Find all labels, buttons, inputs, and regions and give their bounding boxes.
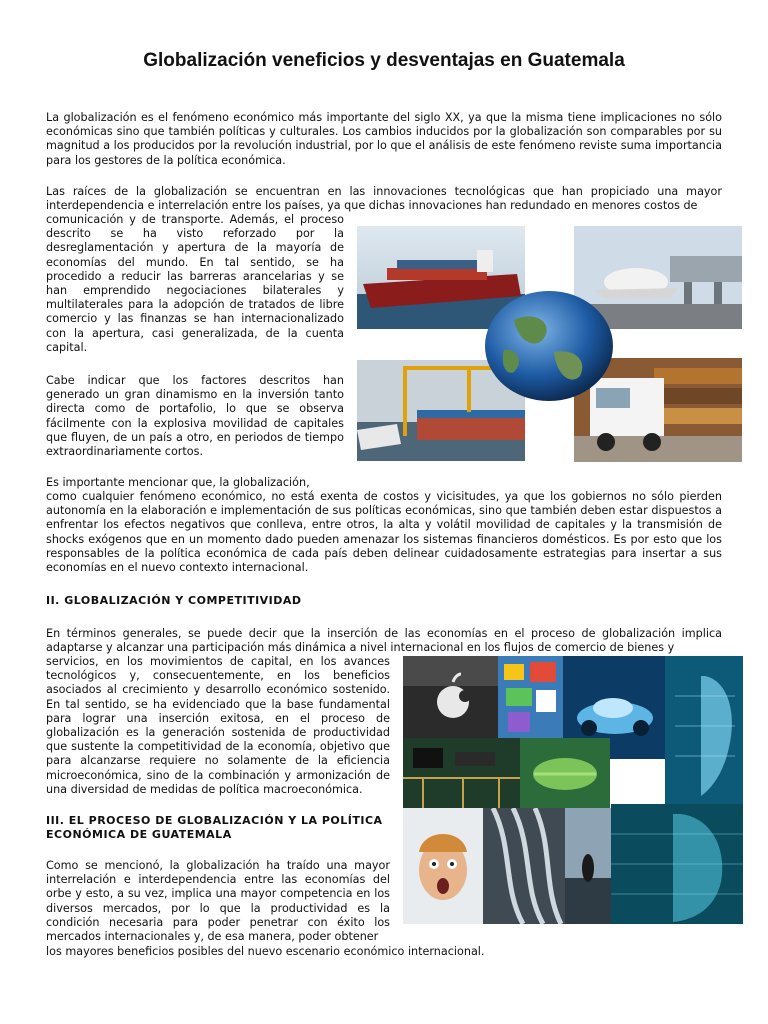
section-heading-economic-policy: III. EL PROCESO DE GLOBALIZACIÓN Y LA POLÍTICA ECONÓMICA DE GUATEMALA xyxy=(46,814,383,841)
paragraph-roots: Las raíces de la globalización se encuentran en las innovaciones tecnológicas que han propiciado una mayor interdependencia e interrelación entre los países, ya que dichas innovaciones han redundado en menores costos de xyxy=(46,185,722,213)
surprised-man-photo xyxy=(403,808,483,924)
apple-logo-photo xyxy=(403,656,503,738)
digital-face-photo xyxy=(665,656,743,804)
paragraph-insertion-continued: servicios, en los movimientos de capital, en los avances tecnológicos y, consecuentemente, en los beneficios asociados al crecimiento y desarrollo económico sostenido. En tal sentido, se ha evidenciado que la base fundamental para lograr una inserción exitosa, en el proceso de globalización es la generación sostenida de productividad que sustente la competitividad de la economía, objetivo que para alcanzarse requiere no solamente de la eficiencia microeconómica, sino de la combinación y armonización de una diversidad de medidas de política macroeconómica. xyxy=(46,655,390,796)
digital-head-photo xyxy=(611,804,743,924)
paragraph-roots-continued: comunicación y de transporte. Además, el proceso descrito se ha visto reforzado por la desreglamentación y apertura de la mayoría de economías del mundo. En tal sentido, se ha procedido a reducir las barreras arancelarias y se han emprendido negociaciones bilaterales y multilaterales para la adopción de tratados de libre comercio y las finanzas se han internacionalizado con la apertura, casi generalizada, de la cuenta capital. xyxy=(46,213,344,354)
paragraph-insertion: En términos generales, se puede decir que la inserción de las economías en el proceso de globalización implica adaptarse y alcanzar una participación más dinámica a nivel internacional en los flujos de comercio de bienes y xyxy=(46,627,722,655)
paragraph-intro: La globalización es el fenómeno económico más importante del siglo XX, ya que la misma tiene implicaciones no sólo económicas sino que también políticas y culturales. Los cambios inducidos por la globalización son comparables por su magnitud a los producidos por la revolución industrial, por lo que el análisis de este fenómeno reviste suma importancia para los gestores de la política económica. xyxy=(46,111,722,167)
circuit-board-photo xyxy=(403,738,521,808)
paragraph-important-start: Es importante mencionar que, la globalización, xyxy=(46,476,310,489)
paragraph-competition-end: los mayores beneficios posibles del nuevo escenario económico internacional. xyxy=(46,945,485,958)
paragraph-competition: Como se mencionó, la globalización ha traído una mayor interrelación e interdependencia entre las economías del orbe y esto, a su vez, implica una mayor competencia en los diversos mercados, por lo que la productividad es la condición necesaria para poder penetrar con éxito los mercados internacionales y, de esa manera, poder obtener xyxy=(46,859,390,944)
cables-photo xyxy=(483,808,565,924)
page-title: Globalización veneficios y desventajas en Guatemala xyxy=(143,50,625,71)
paragraph-important: como cualquier fenómeno económico, no está exenta de costos y vicisitudes, ya que los gobiernos no sólo pierden autonomía en la elaboración e implementación de sus políticas económicas, sino que también deben estar dispuestos a enfrentar los efectos negativos que conlleva, entre otros, la alta y volátil movilidad de capitales y la transmisión de shocks exógenos que en un momento dado pueden amenazar los sistemas financieros domésticos. Es por esto que los responsables de la política económica de cada país deben delinear cuidadosamente estrategias para insertar a sus economías en el nuevo contexto internacional. xyxy=(46,490,722,575)
section-heading-competitiveness: II. GLOBALIZACIÓN Y COMPETITIVIDAD xyxy=(46,594,302,607)
media-icons-photo xyxy=(498,656,564,738)
handshake-photo xyxy=(520,738,610,808)
paragraph-investment: Cabe indicar que los factores descritos han generado un gran dinamismo en la inversión tanto directa como de portafolio, lo que se observa fácilmente con la explosiva movilidad de capitales que fluyen, de un país a otro, en periodos de tiempo extraordinariamente cortos. xyxy=(46,374,344,459)
silhouette-photo xyxy=(565,808,611,924)
globe-photo xyxy=(484,290,614,402)
